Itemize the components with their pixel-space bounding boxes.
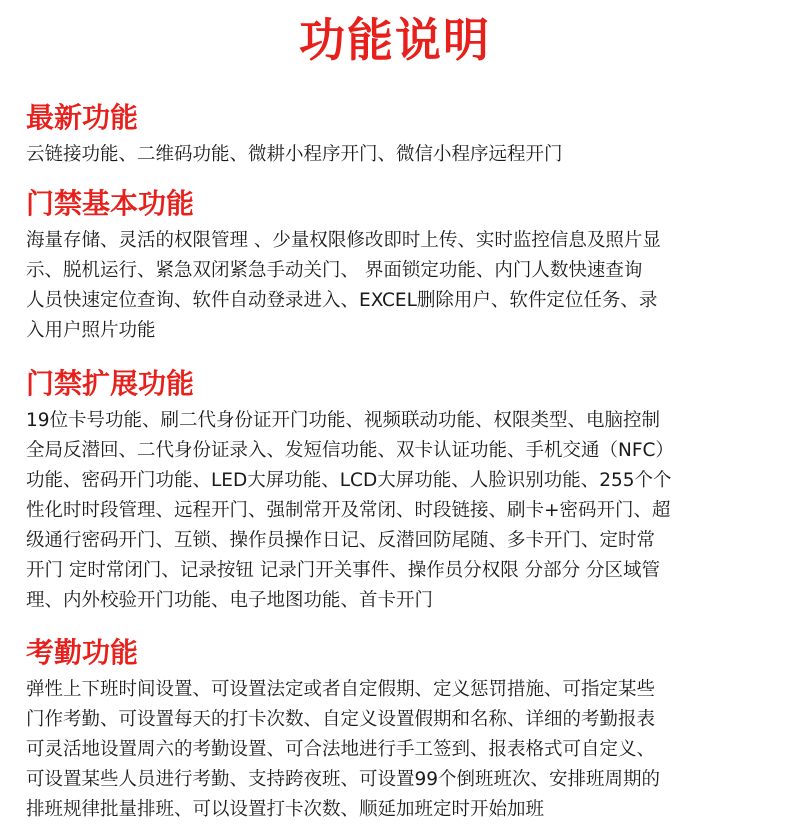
- body-line: 开门 定时常闭门、记录按钮 记录门开关事件、操作员分权限 分部分 分区域管: [26, 560, 661, 581]
- section-extended-access-features: [26, 366, 766, 616]
- section-heading: 门禁扩展功能: [26, 367, 195, 400]
- section-heading: 最新功能: [26, 101, 139, 134]
- section-body: [26, 226, 766, 346]
- body-line: 入用户照片功能: [26, 320, 156, 341]
- section-basic-access-features: [26, 186, 766, 346]
- body-line: 弹性上下班时间设置、可设置法定或者自定假期、定义惩罚措施、可指定某些: [26, 679, 656, 700]
- body-line: 人员快速定位查询、软件自动登录进入、EXCEL删除用户、软件定位任务、录: [26, 290, 658, 311]
- body-line: 云链接功能、二维码功能、微耕小程序开门、微信小程序远程开门: [26, 144, 563, 165]
- body-line: 可灵活地设置周六的考勤设置、可合法地进行手工签到、报表格式可自定义、: [26, 739, 656, 760]
- body-line: 19位卡号功能、刷二代身份证开门功能、视频联动功能、权限类型、电脑控制: [26, 410, 661, 431]
- section-heading: 门禁基本功能: [26, 187, 195, 220]
- body-line: 性化时时段管理、远程开门、强制常开及常闭、时段链接、刷卡+密码开门、超: [26, 500, 671, 521]
- section-attendance-features: [26, 635, 766, 825]
- page-title: 功能说明: [299, 13, 491, 67]
- body-line: 海量存储、灵活的权限管理 、少量权限修改即时上传、实时监控信息及照片显: [26, 230, 661, 251]
- body-line: 门作考勤、可设置每天的打卡次数、自定义设置假期和名称、详细的考勤报表: [26, 709, 656, 730]
- body-line: 可设置某些人员进行考勤、支持跨夜班、可设置99个倒班班次、安排班周期的: [26, 769, 661, 790]
- body-line: 理、内外校验开门功能、电子地图功能、首卡开门: [26, 590, 434, 611]
- section-body: [26, 140, 766, 170]
- section-heading: 考勤功能: [26, 636, 139, 669]
- body-line: 示、脱机运行、紧急双闭紧急手动关门、 界面锁定功能、内门人数快速查询: [26, 260, 643, 281]
- body-line: 全局反潜回、二代身份证录入、发短信功能、双卡认证功能、手机交通（NFC）: [26, 440, 674, 461]
- body-line: 级通行密码开门、互锁、操作员操作日记、反潜回防尾随、多卡开门、定时常: [26, 530, 656, 551]
- section-body: [26, 406, 766, 616]
- section-body: [26, 675, 766, 825]
- section-latest-features: [26, 100, 766, 170]
- body-line: 排班规律批量排班、可以设置打卡次数、顺延加班定时开始加班: [26, 799, 545, 820]
- body-line: 功能、密码开门功能、LED大屏功能、LCD大屏功能、人脸识别功能、255个个: [26, 470, 672, 491]
